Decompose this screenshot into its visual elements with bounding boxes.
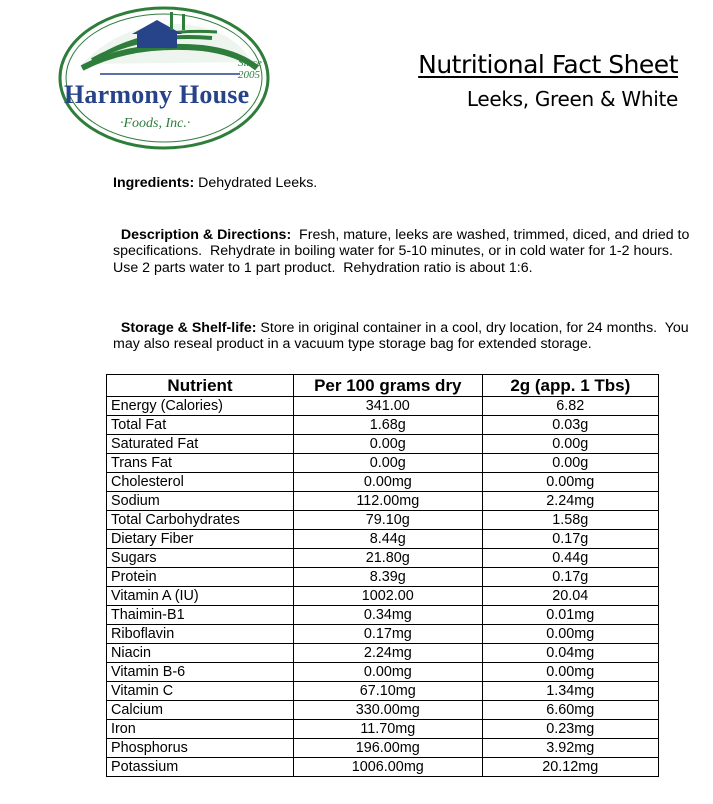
nutrient-name-cell: Riboflavin xyxy=(107,625,294,644)
nutrient-name-cell: Sodium xyxy=(107,492,294,511)
per-100g-value-cell: 11.70mg xyxy=(294,720,483,739)
per-2g-value-cell: 0.00g xyxy=(482,435,658,454)
page-title: Nutritional Fact Sheet xyxy=(418,50,678,79)
table-row xyxy=(107,435,659,454)
per-2g-value-cell: 20.04 xyxy=(482,587,658,606)
description-section xyxy=(113,210,693,276)
table-row xyxy=(107,701,659,720)
per-100g-value-cell: 8.39g xyxy=(294,568,483,587)
storage-text: Store in original container in a cool, dry location, for 24 months. You may also reseal product in a vacuum type storage bag for extended storage. xyxy=(113,319,693,352)
table-row xyxy=(107,511,659,530)
table-row xyxy=(107,397,659,416)
per-2g-value-cell: 0.23mg xyxy=(482,720,658,739)
per-2g-value-cell: 0.00mg xyxy=(482,473,658,492)
nutrient-name-cell: Trans Fat xyxy=(107,454,294,473)
per-100g-value-cell: 0.34mg xyxy=(294,606,483,625)
nutrient-name-cell: Sugars xyxy=(107,549,294,568)
header-per-2g: 2g (app. 1 Tbs) xyxy=(482,375,658,397)
nutrient-name-cell: Saturated Fat xyxy=(107,435,294,454)
per-2g-value-cell: 0.00mg xyxy=(482,663,658,682)
per-100g-value-cell: 1002.00 xyxy=(294,587,483,606)
per-2g-value-cell: 1.58g xyxy=(482,511,658,530)
table-header-row xyxy=(107,375,659,397)
per-2g-value-cell: 0.17g xyxy=(482,530,658,549)
table-row xyxy=(107,549,659,568)
ingredients-label: Ingredients: xyxy=(113,175,195,191)
table-row xyxy=(107,416,659,435)
nutrient-name-cell: Thaimin-B1 xyxy=(107,606,294,625)
table-row xyxy=(107,682,659,701)
harmony-house-logo xyxy=(52,2,282,152)
per-100g-value-cell: 1006.00mg xyxy=(294,758,483,777)
per-2g-value-cell: 0.04mg xyxy=(482,644,658,663)
per-2g-value-cell: 2.24mg xyxy=(482,492,658,511)
table-row xyxy=(107,625,659,644)
table-row xyxy=(107,530,659,549)
table-row xyxy=(107,492,659,511)
per-100g-value-cell: 0.00mg xyxy=(294,663,483,682)
nutrient-name-cell: Vitamin A (IU) xyxy=(107,587,294,606)
per-100g-value-cell: 112.00mg xyxy=(294,492,483,511)
table-row xyxy=(107,644,659,663)
storage-section xyxy=(113,303,693,353)
table-row xyxy=(107,473,659,492)
ingredients-text: Dehydrated Leeks. xyxy=(194,175,318,191)
per-2g-value-cell: 0.03g xyxy=(482,416,658,435)
nutrient-name-cell: Cholesterol xyxy=(107,473,294,492)
nutrient-name-cell: Calcium xyxy=(107,701,294,720)
nutrient-name-cell: Iron xyxy=(107,720,294,739)
nutrient-name-cell: Phosphorus xyxy=(107,739,294,758)
nutrient-name-cell: Energy (Calories) xyxy=(107,397,294,416)
page-subtitle: Leeks, Green & White xyxy=(466,87,678,111)
per-100g-value-cell: 1.68g xyxy=(294,416,483,435)
nutrient-name-cell: Total Fat xyxy=(107,416,294,435)
table-row xyxy=(107,720,659,739)
logo-since-text: Since 2005 xyxy=(238,57,262,81)
table-row xyxy=(107,758,659,777)
per-100g-value-cell: 0.00g xyxy=(294,435,483,454)
logo-foods-text: ·Foods, Inc.· xyxy=(120,116,191,131)
per-100g-value-cell: 67.10mg xyxy=(294,682,483,701)
table-row xyxy=(107,454,659,473)
per-100g-value-cell: 341.00 xyxy=(294,397,483,416)
per-2g-value-cell: 0.17g xyxy=(482,568,658,587)
nutrient-name-cell: Potassium xyxy=(107,758,294,777)
table-row xyxy=(107,587,659,606)
nutrition-table xyxy=(106,374,659,777)
per-100g-value-cell: 8.44g xyxy=(294,530,483,549)
nutrient-name-cell: Vitamin C xyxy=(107,682,294,701)
table-row xyxy=(107,663,659,682)
description-label: Description & Directions: xyxy=(120,226,292,243)
table-row xyxy=(107,568,659,587)
per-100g-value-cell: 0.00g xyxy=(294,454,483,473)
nutrient-name-cell: Niacin xyxy=(107,644,294,663)
per-2g-value-cell: 1.34mg xyxy=(482,682,658,701)
per-2g-value-cell: 6.82 xyxy=(482,397,658,416)
table-row xyxy=(107,606,659,625)
ingredients-section xyxy=(113,175,693,192)
logo-company-name: Harmony House xyxy=(64,80,250,109)
per-2g-value-cell: 0.00g xyxy=(482,454,658,473)
per-2g-value-cell: 20.12mg xyxy=(482,758,658,777)
per-2g-value-cell: 0.44g xyxy=(482,549,658,568)
per-2g-value-cell: 6.60mg xyxy=(482,701,658,720)
nutrient-name-cell: Dietary Fiber xyxy=(107,530,294,549)
table-row xyxy=(107,739,659,758)
per-100g-value-cell: 330.00mg xyxy=(294,701,483,720)
per-100g-value-cell: 2.24mg xyxy=(294,644,483,663)
per-2g-value-cell: 0.01mg xyxy=(482,606,658,625)
per-100g-value-cell: 79.10g xyxy=(294,511,483,530)
description-text: Fresh, mature, leeks are washed, trimmed, diced, and dried to specifications. Rehydrate in boiling water for 5-10 minutes, or in cold water for 1-2 hours. Use 2 parts water to 1 part product. Rehydration ratio is about 1:6. xyxy=(113,226,694,276)
header-per-100g: Per 100 grams dry xyxy=(294,375,483,397)
nutrient-name-cell: Protein xyxy=(107,568,294,587)
per-100g-value-cell: 0.00mg xyxy=(294,473,483,492)
per-2g-value-cell: 0.00mg xyxy=(482,625,658,644)
per-2g-value-cell: 3.92mg xyxy=(482,739,658,758)
per-100g-value-cell: 21.80g xyxy=(294,549,483,568)
per-100g-value-cell: 196.00mg xyxy=(294,739,483,758)
nutrient-name-cell: Vitamin B-6 xyxy=(107,663,294,682)
storage-label: Storage & Shelf-life: xyxy=(120,319,257,336)
nutrient-name-cell: Total Carbohydrates xyxy=(107,511,294,530)
header-nutrient: Nutrient xyxy=(107,375,294,397)
per-100g-value-cell: 0.17mg xyxy=(294,625,483,644)
